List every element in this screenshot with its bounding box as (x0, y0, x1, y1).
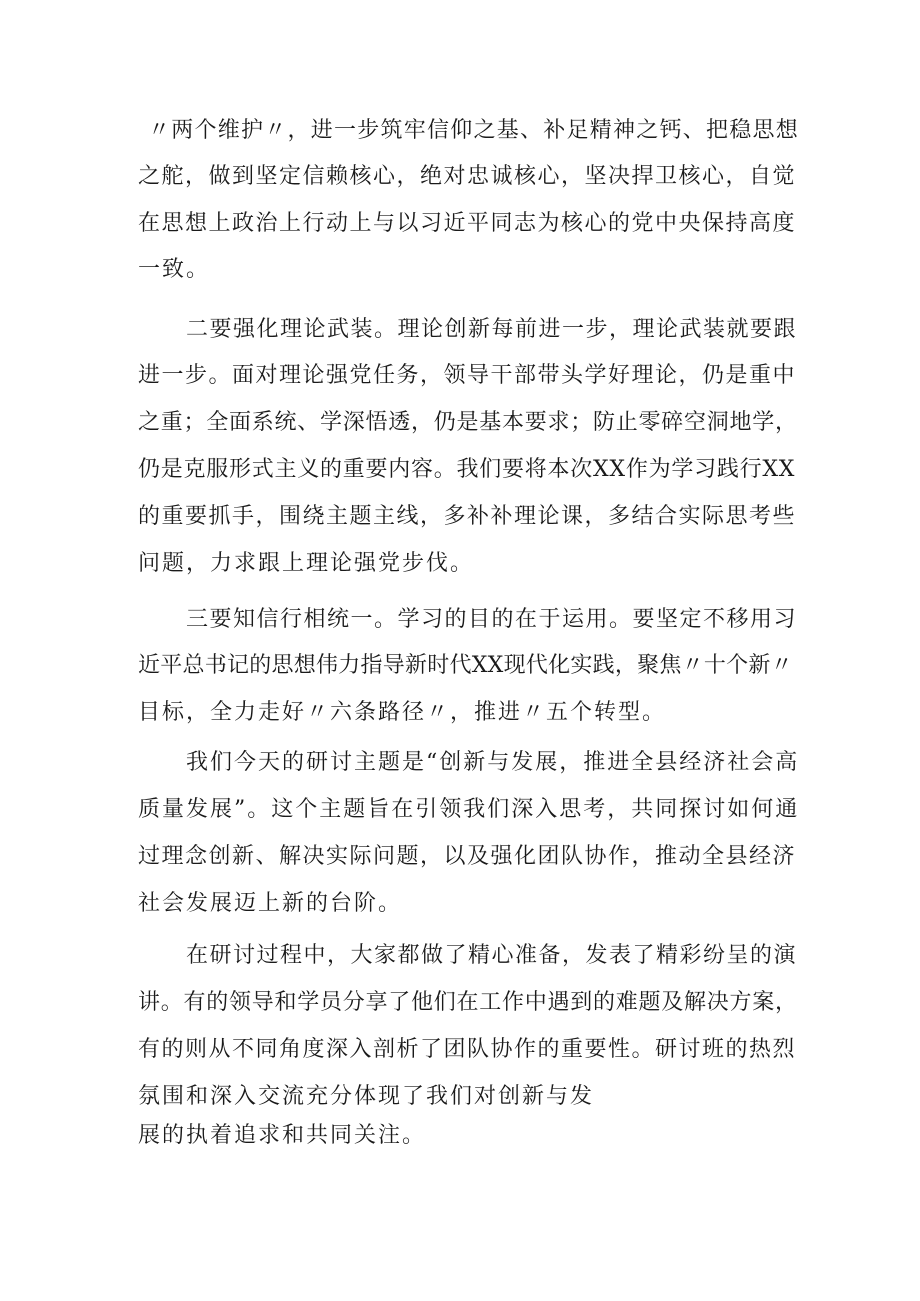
paragraph-1-line-1: 〃两个维护〃，进一步筑牢信仰之基、补足精神之钙、把稳思想 (148, 118, 800, 143)
paragraph-4-line-3: 过理念创新、解决实际问题，以及强化团队协作，推动全县经济 (138, 844, 797, 869)
paragraph-5-line-1: 在研讨过程中，大家都做了精心准备，发表了精彩纷呈的演 (186, 943, 798, 968)
paragraph-1-line-4: 一致。 (138, 257, 211, 282)
paragraph-3-line-1: 三要知信行相统一。学习的目的在于运用。要坚定不移用习 (186, 607, 798, 632)
paragraph-5-line-3: 有的则从不同角度深入剖析了团队协作的重要性。研讨班的热烈 (138, 1037, 797, 1062)
paragraph-4-line-4: 社会发展迈上新的台阶。 (138, 891, 403, 916)
paragraph-4-line-2: 质量发展”。这个主题旨在引领我们深入思考，共同探讨如何通 (138, 797, 800, 822)
paragraph-3-line-3: 目标，全力走好〃六条路径〃，推进〃五个转型。 (138, 700, 667, 725)
paragraph-5-line-4: 氛围和深入交流充分体现了我们对创新与发 (138, 1084, 595, 1109)
paragraph-2-line-4: 仍是克服形式主义的重要内容。我们要将本次XX作为学习践行XX (138, 457, 796, 482)
paragraph-2-line-5: 的重要抓手，围绕主题主线，多补补理论课，多结合实际思考些 (138, 504, 797, 529)
paragraph-4-line-1: 我们今天的研讨主题是“创新与发展，推进全县经济社会高 (186, 750, 800, 775)
paragraph-2-line-2: 进一步。面对理论强党任务，领导干部带头学好理论，仍是重中 (138, 363, 797, 388)
paragraph-1-line-3: 在思想上政治上行动上与以习近平同志为核心的党中央保持高度 (138, 211, 797, 236)
paragraph-2-line-1: 二要强化理论武装。理论创新每前进一步，理论武装就要跟 (186, 317, 798, 342)
paragraph-3-line-2: 近平总书记的思想伟力指导新时代XX现代化实践，聚焦〃十个新〃 (138, 653, 793, 678)
paragraph-2-line-6: 问题，力求跟上理论强党步伐。 (138, 551, 475, 576)
paragraph-2-line-3: 之重；全面系统、学深悟透，仍是基本要求；防止零碎空洞地学， (138, 410, 798, 435)
paragraph-5-line-2: 讲。有的领导和学员分享了他们在工作中遇到的难题及解决方案， (138, 990, 798, 1015)
paragraph-1-line-2: 之舵，做到坚定信赖核心，绝对忠诚核心，坚决捍卫核心，自觉 (138, 164, 797, 189)
paragraph-5-line-5: 展的执着追求和共同关注。 (138, 1123, 427, 1148)
